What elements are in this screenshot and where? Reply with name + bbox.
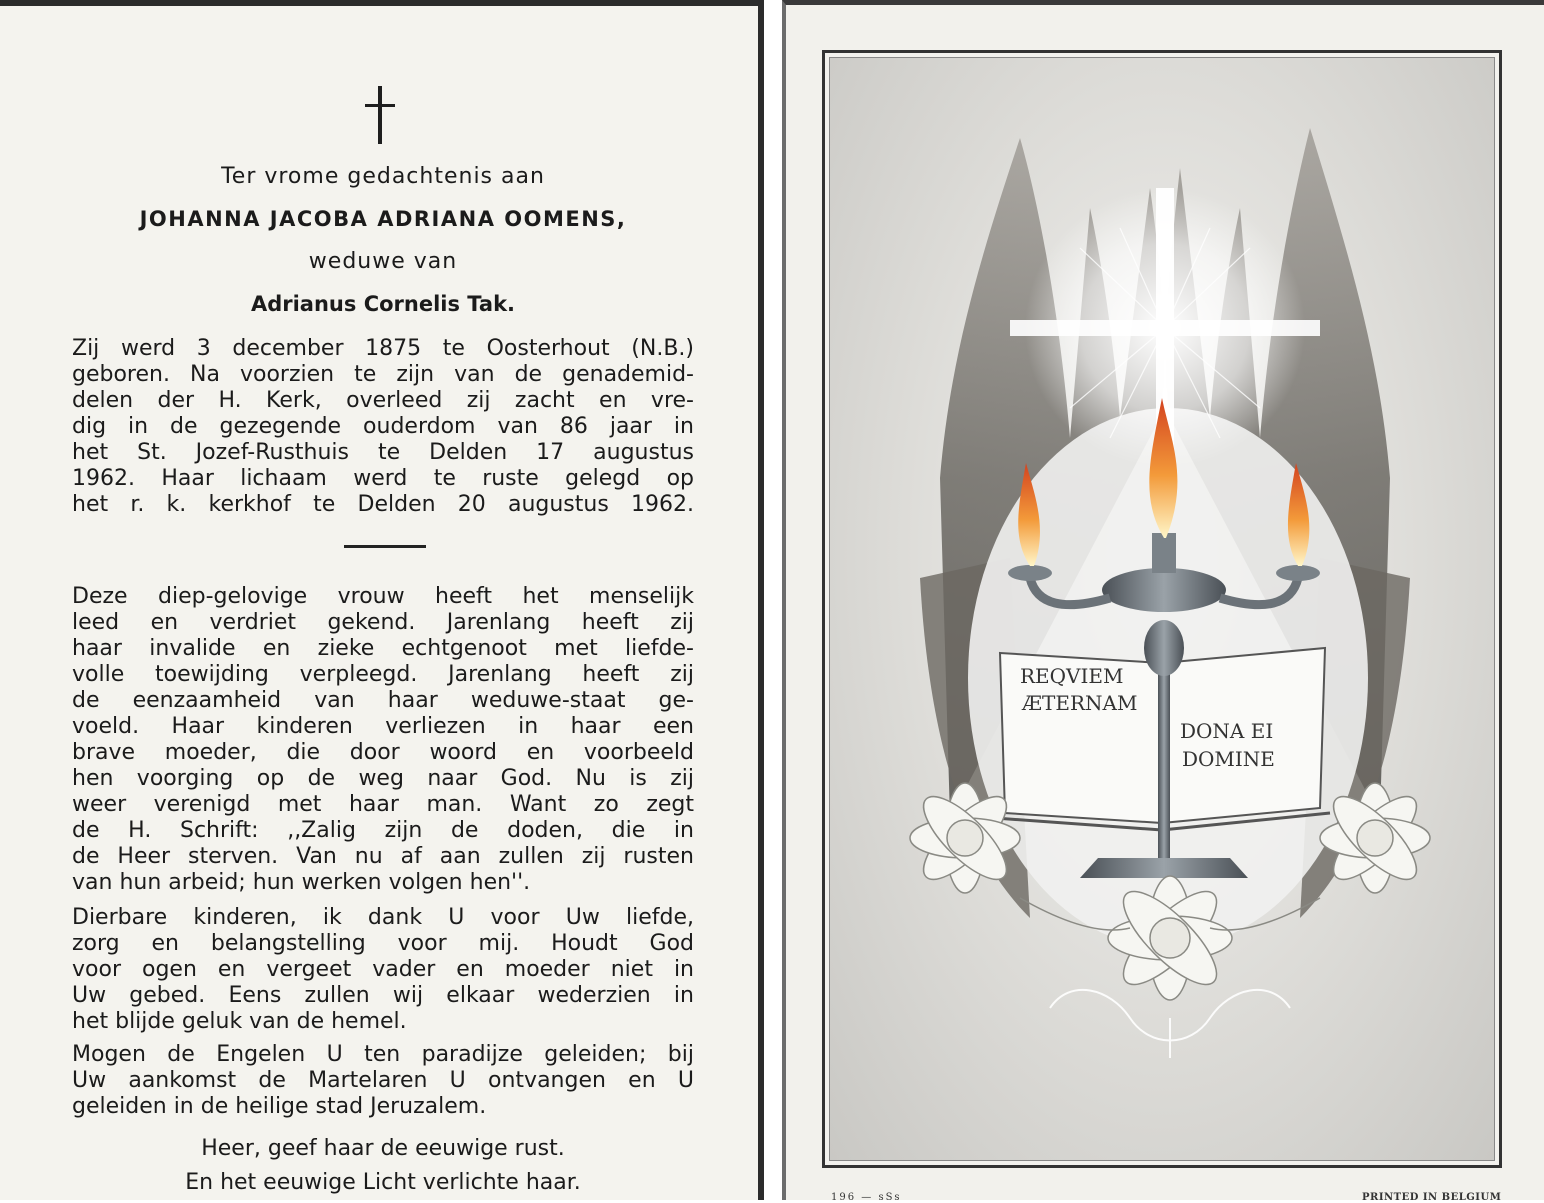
prayer-line: Uw aankomst de Martelaren U ontvangen en U (72, 1068, 694, 1093)
bio-line: delen der H. Kerk, overleed zij zacht en vre- (72, 388, 694, 413)
prayer-line: Mogen de Engelen U ten paradijze geleiden; bij (72, 1042, 694, 1067)
tribute-line: hen voorging op de weg naar God. Nu is zij (72, 766, 694, 791)
book-text-domine: DOMINE (1182, 747, 1275, 771)
memorial-text-card (0, 0, 764, 1200)
tribute-line: de eenzaamheid van haar weduwe-staat ge- (72, 688, 694, 713)
tribute-line: de Heer sterven. Van nu af aan zullen zij rusten (72, 844, 694, 869)
memorial-heading: Ter vrome gedachtenis aan (221, 164, 545, 189)
artwork-panel (829, 57, 1495, 1161)
section-divider (344, 545, 426, 548)
bio-line: 1962. Haar lichaam werd te ruste gelegd op (72, 466, 694, 491)
tribute-line: volle toewijding verpleegd. Jarenlang heeft zij (72, 662, 694, 687)
husband-name: Adrianus Cornelis Tak. (250, 292, 516, 316)
widow-of-label: weduwe van (308, 249, 458, 274)
children-line: Dierbare kinderen, ik dank U voor Uw liefde, (72, 905, 694, 930)
closing-line: En het eeuwige Licht verlichte haar. (185, 1170, 581, 1195)
memorial-image-card (782, 0, 1544, 1203)
bio-line: het St. Jozef-Rusthuis te Delden 17 augustus (72, 440, 694, 465)
tribute-line: de H. Schrift: ,,Zalig zijn de doden, die in (72, 818, 694, 843)
book-text-dona-ei: DONA EI (1180, 719, 1274, 743)
deceased-name: JOHANNA JACOBA ADRIANA OOMENS, (139, 207, 627, 231)
tribute-line: van hun arbeid; hun werken volgen hen''. (72, 870, 531, 895)
artwork-frame (822, 50, 1502, 1168)
tribute-line: Deze diep-gelovige vrouw heeft het menselijk (72, 584, 694, 609)
book-text-aeternam: ÆTERNAM (1022, 691, 1138, 715)
cross-icon (365, 86, 395, 146)
book-text-requiem: REQVIEM (1020, 664, 1124, 688)
tribute-line: voeld. Haar kinderen verliezen in haar een (72, 714, 694, 739)
children-line: zorg en belangstelling voor mij. Houdt God (72, 931, 694, 956)
closing-line: Heer, geef haar de eeuwige rust. (201, 1136, 565, 1161)
children-line: voor ogen en vergeet vader en moeder niet in (72, 957, 694, 982)
bio-line: geboren. Na voorzien te zijn van de genademid- (72, 362, 694, 387)
bio-line: Zij werd 3 december 1875 te Oosterhout (N.B.) (72, 336, 694, 361)
print-code: 196 — sSs (831, 1192, 902, 1203)
prayer-line: geleiden in de heilige stad Jeruzalem. (72, 1094, 487, 1119)
tribute-line: weer verenigd met haar man. Want zo zegt (72, 792, 694, 817)
tribute-line: brave moeder, die door woord en voorbeeld (72, 740, 694, 765)
children-line: het blijde geluk van de hemel. (72, 1009, 407, 1034)
bio-line: dig in de gezegende ouderdom van 86 jaar in (72, 414, 694, 439)
religious-illustration (830, 58, 1494, 1160)
printed-in-label: PRINTED IN BELGIUM (1362, 1192, 1502, 1203)
tribute-line: leed en verdriet gekend. Jarenlang heeft zij (72, 610, 694, 635)
bio-line: het r. k. kerkhof te Delden 20 augustus 1962. (72, 492, 694, 517)
tribute-line: haar invalide en zieke echtgenoot met liefde- (72, 636, 694, 661)
children-line: Uw gebed. Eens zullen wij elkaar wederzien in (72, 983, 694, 1008)
